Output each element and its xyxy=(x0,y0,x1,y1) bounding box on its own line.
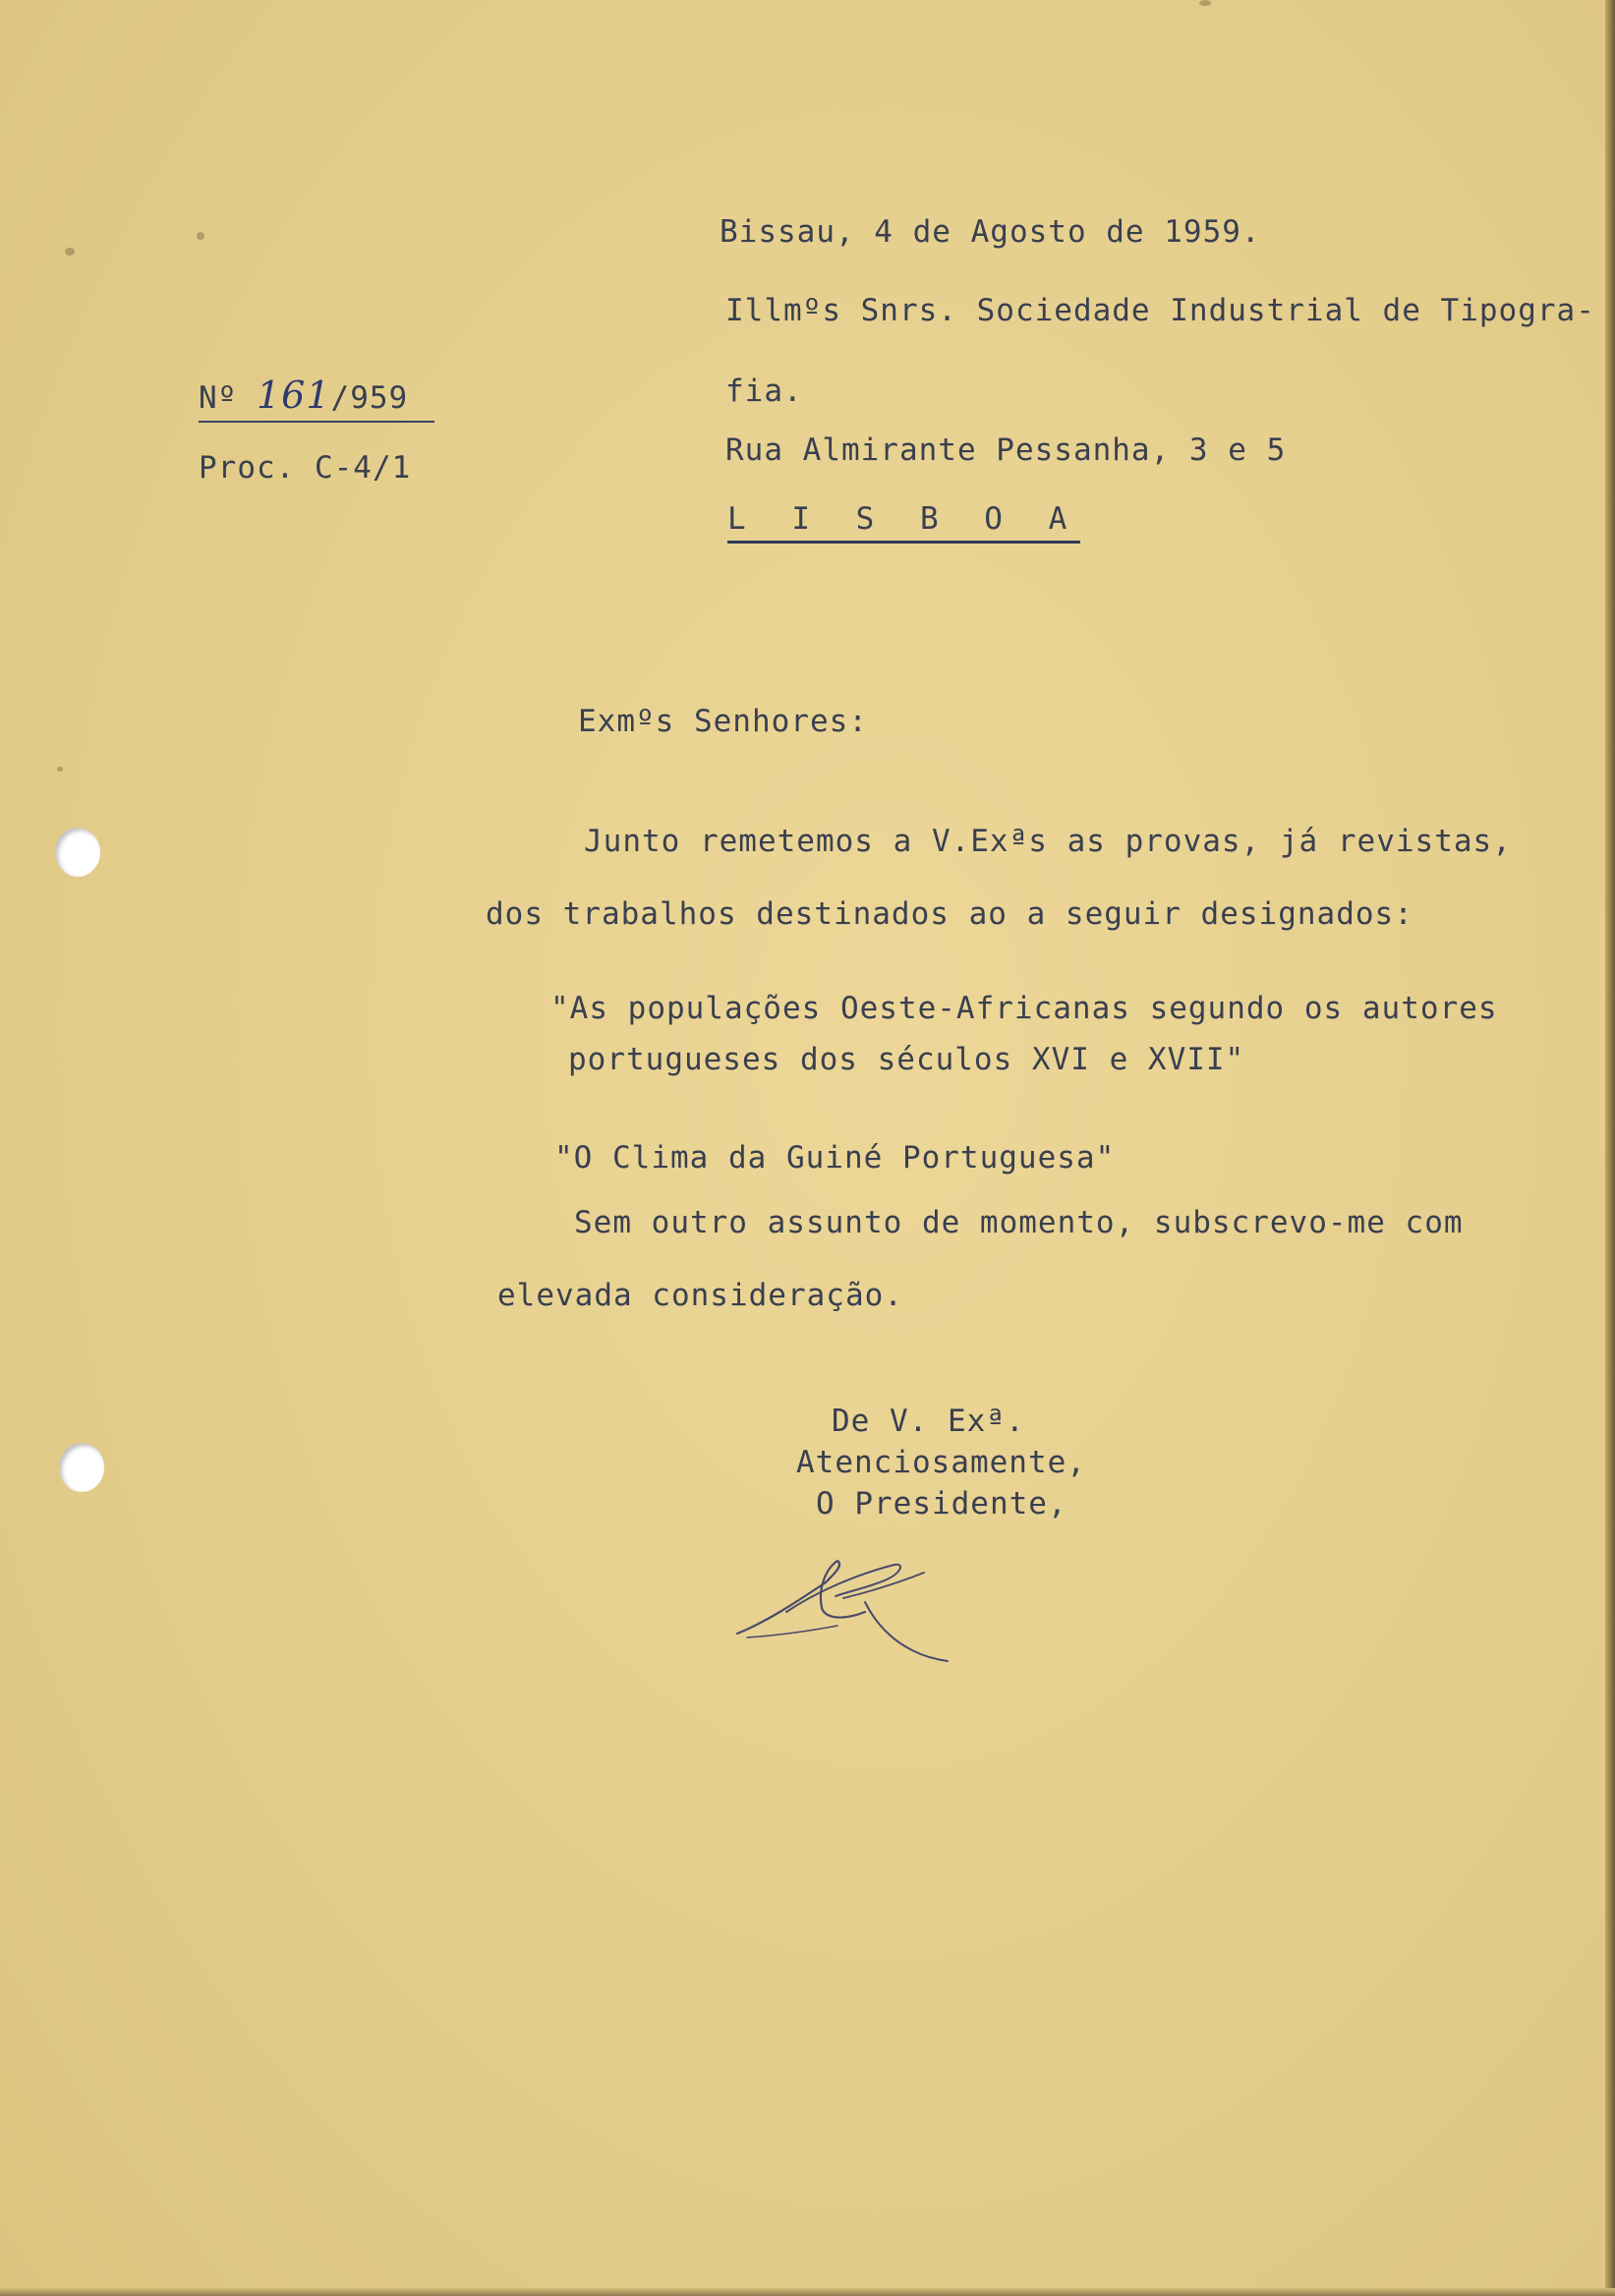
paper-speck xyxy=(57,767,63,772)
process-reference: Proc. C-4/1 xyxy=(199,450,412,486)
closing-line-2: elevada consideração. xyxy=(497,1278,903,1313)
paper-speck xyxy=(197,232,204,240)
addressee-line-2: fia. xyxy=(725,373,803,409)
paper-speck xyxy=(1199,0,1211,6)
signoff-line-1: De V. Exª. xyxy=(832,1404,1025,1439)
signoff-line-2: Atenciosamente, xyxy=(796,1445,1086,1480)
work-title-2: "O Clima da Guiné Portuguesa" xyxy=(554,1140,1116,1176)
addressee-city-text: L I S B O A xyxy=(727,501,1080,544)
work-title-1-line-2: portugueses dos séculos XVI e XVII" xyxy=(568,1042,1245,1077)
reference-handwritten-number: 161 xyxy=(257,373,331,417)
work-title-1-line-1: "As populações Oeste-Africanas segundo os autores xyxy=(550,991,1498,1026)
reference-year: /959 xyxy=(330,380,409,416)
body-line-2: dos trabalhos destinados ao a seguir designados: xyxy=(486,896,1413,932)
salutation: Exmºs Senhores: xyxy=(578,704,868,739)
paper-speck xyxy=(65,248,75,256)
reference-number xyxy=(199,373,434,423)
addressee-line-1: Illmºs Snrs. Sociedade Industrial de Tipogra- xyxy=(725,293,1595,328)
body-line-1: Junto remetemos a V.Exªs as provas, já revistas, xyxy=(584,824,1512,859)
punch-hole-top xyxy=(55,828,100,877)
punch-hole-bottom xyxy=(59,1443,104,1492)
signoff-line-3: O Presidente, xyxy=(816,1486,1067,1521)
addressee-address: Rua Almirante Pessanha, 3 e 5 xyxy=(725,432,1287,468)
paper-edge-right xyxy=(1605,0,1615,2296)
signature xyxy=(727,1543,963,1671)
closing-line-1: Sem outro assunto de momento, subscrevo-me com xyxy=(574,1205,1464,1240)
reference-prefix: Nº xyxy=(199,380,238,416)
paper-edge-bottom xyxy=(0,2288,1615,2296)
addressee-city xyxy=(727,501,1080,537)
letter-date: Bissau, 4 de Agosto de 1959. xyxy=(720,214,1261,250)
